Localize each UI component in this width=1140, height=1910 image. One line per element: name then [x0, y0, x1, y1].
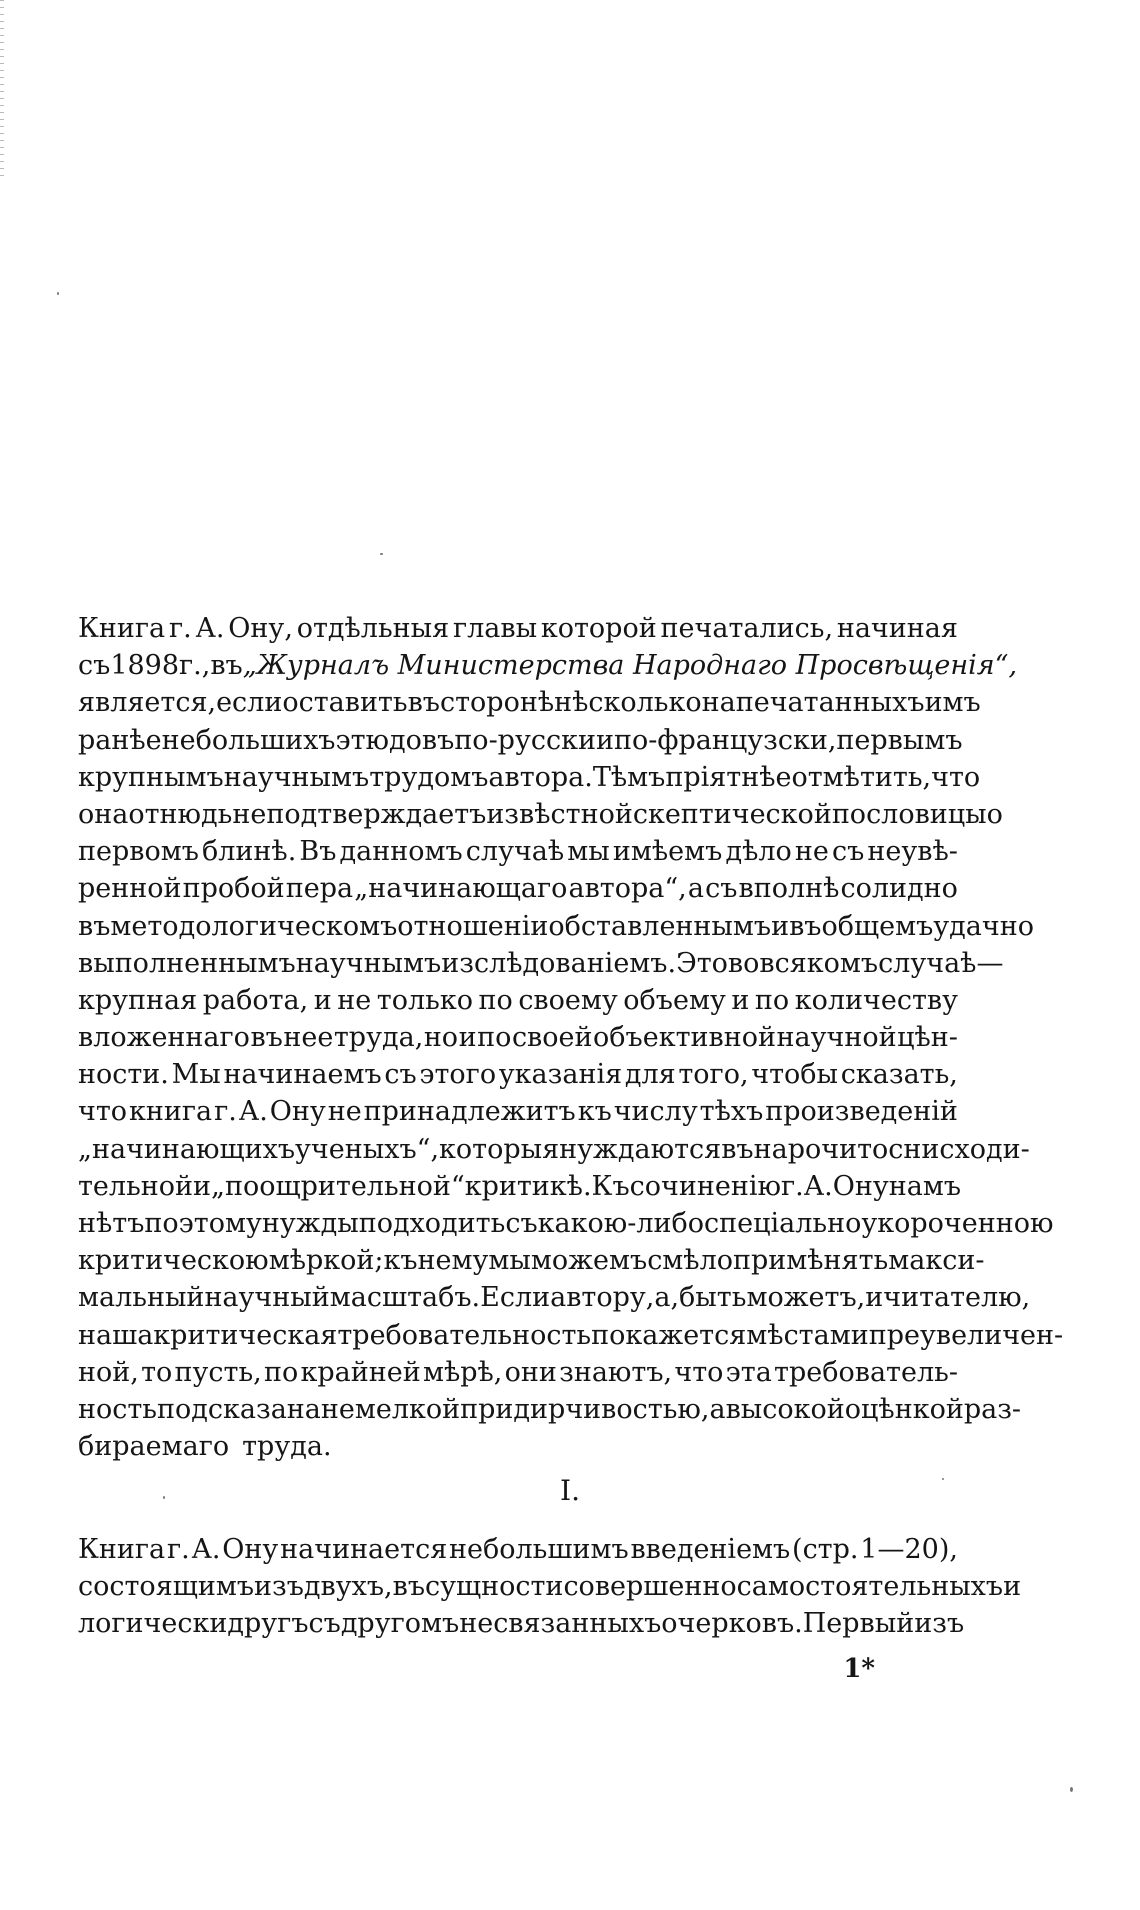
word: но: [423, 1022, 459, 1054]
word: которой: [540, 613, 657, 644]
word: высокой: [725, 1393, 845, 1425]
word: во: [727, 947, 760, 979]
word: а: [709, 1393, 726, 1425]
scan-speck: [57, 292, 59, 295]
text-line: [78, 1605, 965, 1642]
word: дѣло: [725, 836, 792, 868]
word: своей: [511, 1022, 593, 1054]
text-line: [78, 684, 981, 721]
word: главы: [452, 613, 538, 644]
word: требователь-: [774, 1356, 958, 1388]
word: печатались,: [660, 613, 834, 644]
word: очерковъ.: [661, 1608, 803, 1640]
word: двухъ,: [303, 1571, 393, 1603]
word: автора“,: [568, 873, 687, 905]
word: и: [595, 724, 614, 756]
word: придирчивостью,: [460, 1393, 710, 1425]
word: г.,: [179, 650, 211, 682]
word: скептической: [632, 798, 832, 830]
word: объему: [623, 984, 726, 1016]
word: которыя: [439, 1133, 560, 1165]
word: мѣрѣ,: [422, 1356, 503, 1388]
word: и: [313, 984, 332, 1016]
word: и: [771, 910, 790, 942]
word: 1898: [110, 650, 180, 682]
word: г.: [780, 1170, 804, 1202]
word: небольшимъ: [449, 1534, 629, 1565]
word: что: [931, 761, 981, 793]
word: знаютъ,: [559, 1356, 673, 1388]
word: этого: [419, 1059, 497, 1091]
section-number: I.: [560, 1474, 580, 1507]
word: нѣтъ: [78, 1208, 145, 1239]
word: нарочито: [753, 1133, 889, 1165]
word: труда,: [333, 1022, 424, 1054]
word: по: [477, 1022, 512, 1054]
word: Ону: [222, 1534, 279, 1565]
word: работа,: [202, 984, 309, 1016]
word: они: [504, 1356, 557, 1388]
word: Тѣмъ: [592, 761, 666, 793]
word: намъ: [888, 1170, 962, 1202]
text-line: [78, 1391, 1022, 1428]
word: въ: [407, 687, 440, 719]
word: Въ: [299, 836, 337, 868]
word: сущности: [425, 1571, 564, 1603]
word: можемъ: [530, 1245, 648, 1277]
word: нуждаются: [559, 1133, 722, 1165]
text-line: [78, 1354, 958, 1391]
word: имъ: [924, 687, 981, 719]
text-line: [78, 982, 958, 1019]
word: по-русски: [454, 724, 596, 756]
text-line: [78, 1242, 985, 1279]
word: подтверждаетъ: [266, 798, 487, 830]
word: не: [232, 798, 267, 830]
text-line: [78, 1317, 1064, 1354]
word: критическая: [153, 1319, 338, 1351]
word: сторонѣ: [439, 687, 555, 719]
word: она: [78, 798, 129, 830]
word: данномъ: [339, 836, 463, 868]
text-line: [78, 1131, 1030, 1168]
scan-speck: [163, 1496, 165, 1499]
word: общемъ: [821, 910, 934, 942]
text-line: [78, 610, 958, 647]
word: „начинающихъ: [78, 1133, 296, 1165]
text-line: [78, 908, 1034, 945]
word: критикѣ.: [464, 1170, 592, 1202]
word: ренной: [78, 873, 182, 905]
word: всякомъ: [759, 947, 879, 979]
word: нужды: [261, 1208, 359, 1239]
word: А.: [191, 1534, 221, 1565]
word: тѣхъ: [699, 1096, 764, 1128]
word: въ: [250, 1022, 283, 1054]
word: солидно: [840, 873, 958, 905]
word: быть: [679, 1282, 747, 1314]
text-line: [78, 1531, 958, 1568]
word: автора.: [488, 761, 593, 793]
word: подсказана: [157, 1393, 321, 1425]
word: начинается: [280, 1534, 448, 1565]
scan-speck: [380, 553, 383, 555]
word: и: [1003, 1571, 1022, 1603]
word: крайней: [300, 1356, 421, 1388]
word: мы: [567, 836, 610, 868]
word: и: [731, 984, 750, 1016]
word: г.: [168, 613, 192, 644]
text-line: [78, 796, 1003, 833]
text-line: [78, 870, 958, 907]
word: подходить: [358, 1208, 506, 1239]
word: въ: [789, 910, 822, 942]
scan-speck: [942, 1478, 944, 1480]
word: тельной: [78, 1170, 194, 1202]
word: о: [986, 798, 1003, 830]
word: другомъ: [340, 1608, 460, 1640]
word: къ: [577, 1096, 612, 1128]
word: съ: [831, 836, 865, 868]
signature-mark: 1*: [843, 1654, 875, 1684]
word: эта: [725, 1356, 772, 1388]
word: является,: [78, 687, 217, 719]
word: макси-: [888, 1245, 985, 1277]
word: отношеніи: [397, 910, 549, 942]
word: объективной: [593, 1022, 776, 1054]
text-line: [78, 1168, 962, 1205]
word: случаѣ: [465, 836, 565, 868]
word: количеству: [794, 984, 958, 1016]
word: состоящимъ: [78, 1571, 255, 1603]
text-line: [78, 722, 963, 759]
word: и: [458, 1022, 477, 1054]
text-line: [78, 647, 1018, 684]
word: изъ: [914, 1608, 965, 1640]
word: самостоятельныхъ: [736, 1571, 1004, 1603]
word: Если: [480, 1282, 551, 1314]
word: Мы: [171, 1059, 221, 1091]
text-line: [78, 759, 981, 796]
word: а: [687, 873, 704, 905]
word: небольшихъ: [161, 724, 336, 756]
word: для: [624, 1059, 676, 1091]
word: сказать,: [840, 1059, 958, 1091]
word: А.: [238, 1096, 268, 1128]
word: покажется: [591, 1319, 747, 1351]
word: изъ: [254, 1571, 304, 1603]
word: произведеній: [765, 1096, 958, 1128]
word: указанія: [498, 1059, 623, 1091]
word: г.: [166, 1534, 190, 1565]
word: вполнѣ: [738, 873, 840, 905]
word: требовательность: [337, 1319, 592, 1351]
word: не: [320, 1393, 355, 1425]
word: научный: [204, 1282, 330, 1314]
text-line: [78, 833, 958, 870]
word: съ: [308, 1608, 341, 1640]
word: нѣсколько: [554, 687, 702, 719]
word: преувеличен-: [868, 1319, 1064, 1351]
word: А.: [803, 1170, 833, 1202]
word: снисходи-: [888, 1133, 1030, 1165]
word: съ: [78, 650, 111, 682]
word: и: [865, 1282, 884, 1314]
word: читателю,: [883, 1282, 1031, 1314]
word: первомъ: [78, 836, 199, 868]
word: пословицы: [831, 798, 987, 830]
text-line: [78, 945, 1004, 982]
word: выполненнымъ: [78, 947, 296, 979]
word: введеніемъ: [630, 1534, 791, 1565]
paragraph-2: [78, 1531, 1022, 1643]
word: пріятнѣе: [665, 761, 792, 793]
word: этюдовъ: [335, 724, 455, 756]
word: отдѣльныя: [296, 613, 450, 644]
word: напечатанныхъ: [701, 687, 925, 719]
text-line: [78, 1568, 1022, 1605]
word: Книга: [78, 1534, 166, 1565]
word: ности.: [78, 1059, 169, 1091]
word: мы: [488, 1245, 531, 1277]
word: г.: [214, 1096, 237, 1128]
word: совершенно: [563, 1571, 737, 1603]
word: чтобы: [751, 1059, 839, 1091]
word: нее: [283, 1022, 334, 1054]
word: пробой: [182, 873, 285, 905]
word: въ: [78, 910, 111, 942]
word: неувѣ-: [867, 836, 958, 868]
word: можетъ,: [746, 1282, 866, 1314]
paragraph-1: [78, 610, 1064, 1465]
word: логически: [78, 1608, 228, 1640]
word: наша: [78, 1319, 154, 1351]
word: что: [78, 1096, 128, 1128]
word: не: [459, 1608, 494, 1640]
word: Къ: [591, 1170, 630, 1202]
word: критическою: [78, 1245, 269, 1277]
word: методологическомъ: [110, 910, 398, 942]
word: начинаемъ: [223, 1059, 382, 1091]
word: мѣркой;: [268, 1245, 384, 1277]
word: въ: [210, 650, 243, 682]
word: научной: [776, 1022, 897, 1054]
word: крупная: [78, 984, 198, 1016]
word: а,: [654, 1282, 680, 1314]
word: масштабъ.: [329, 1282, 481, 1314]
word: имѣемъ: [612, 836, 723, 868]
word: автору,: [550, 1282, 655, 1314]
word: Книга: [78, 613, 166, 644]
word: смѣло: [647, 1245, 733, 1277]
word: ность: [78, 1393, 158, 1425]
word: что: [674, 1356, 724, 1388]
word: съ: [705, 873, 738, 905]
word: связанныхъ: [493, 1608, 662, 1640]
word: ученыхъ“,: [295, 1133, 440, 1165]
word: поэтому: [144, 1208, 262, 1239]
scan-speck: [1070, 1787, 1073, 1792]
word: мелкой: [354, 1393, 461, 1425]
text-line: [78, 1019, 958, 1056]
word: вложеннаго: [78, 1022, 250, 1054]
word: къ: [383, 1245, 418, 1277]
word: по: [478, 984, 513, 1016]
word: числу: [613, 1096, 698, 1128]
word: Первый: [802, 1608, 915, 1640]
word: бираемаго: [78, 1431, 230, 1463]
word: книга: [129, 1096, 213, 1128]
word: изслѣдованіемъ.: [441, 947, 677, 979]
text-line: [78, 1279, 1031, 1316]
word: пусть,: [174, 1356, 262, 1388]
word: „поощрительной“: [211, 1170, 465, 1202]
word: цѣн-: [897, 1022, 958, 1054]
word: съ: [384, 1059, 417, 1091]
word: 1—20),: [860, 1534, 958, 1565]
text-line: [78, 1056, 958, 1093]
page-edge-speckles: [0, 0, 4, 180]
word: какою-либо: [537, 1208, 705, 1239]
word: мальный: [78, 1282, 205, 1314]
word: по: [263, 1356, 299, 1388]
word: по-французски,: [613, 724, 837, 756]
word: своему: [518, 984, 618, 1016]
word: въ: [392, 1571, 426, 1603]
text-line: [78, 1093, 958, 1130]
word: то: [141, 1356, 173, 1388]
word: первымъ: [836, 724, 963, 756]
word: въ: [721, 1133, 754, 1165]
word: извѣстной: [486, 798, 633, 830]
word: Это: [676, 947, 728, 979]
word: только: [376, 984, 473, 1016]
text-line: [78, 1205, 1054, 1242]
word: начиная: [836, 613, 958, 644]
word: нему: [417, 1245, 489, 1277]
word: не: [794, 836, 829, 868]
word: Ону: [832, 1170, 889, 1202]
word: оставить: [282, 687, 408, 719]
text-line: [78, 1428, 958, 1465]
word: „начинающаго: [354, 873, 568, 905]
word: А.: [195, 613, 225, 644]
word: того,: [678, 1059, 749, 1091]
word: пера: [285, 873, 354, 905]
word: отнюдь: [128, 798, 233, 830]
word: Ону,: [228, 613, 293, 644]
word: ранѣе: [78, 724, 162, 756]
word: ной,: [78, 1356, 139, 1388]
word: научнымъ: [295, 947, 442, 979]
word: „Журналъ Министерства Народнаго Просвѣщенія“,: [242, 650, 1018, 682]
word: примѣнять: [733, 1245, 889, 1277]
word: случаѣ—: [878, 947, 1004, 979]
word: оцѣнкой: [844, 1393, 964, 1425]
word: трудомъ: [369, 761, 489, 793]
word: если: [216, 687, 283, 719]
word: удачно: [933, 910, 1034, 942]
word: не: [327, 1096, 362, 1128]
word: обставленнымъ: [548, 910, 772, 942]
word: отмѣтить,: [791, 761, 932, 793]
word: съ: [505, 1208, 538, 1239]
word: не: [337, 984, 372, 1016]
word: (стр.: [792, 1534, 859, 1565]
word: труда.: [242, 1431, 332, 1463]
word: и: [193, 1170, 212, 1202]
word: Ону: [269, 1096, 326, 1128]
word: по: [754, 984, 790, 1016]
word: другъ: [227, 1608, 309, 1640]
word: сочиненію: [629, 1170, 781, 1202]
word: блинѣ.: [202, 836, 297, 868]
word: раз-: [963, 1393, 1022, 1425]
word: принадлежитъ: [363, 1096, 576, 1128]
word: спеціально: [704, 1208, 862, 1239]
word: мѣстами: [746, 1319, 869, 1351]
word: укороченною: [861, 1208, 1054, 1239]
word: научнымъ: [223, 761, 370, 793]
word: крупнымъ: [78, 761, 224, 793]
